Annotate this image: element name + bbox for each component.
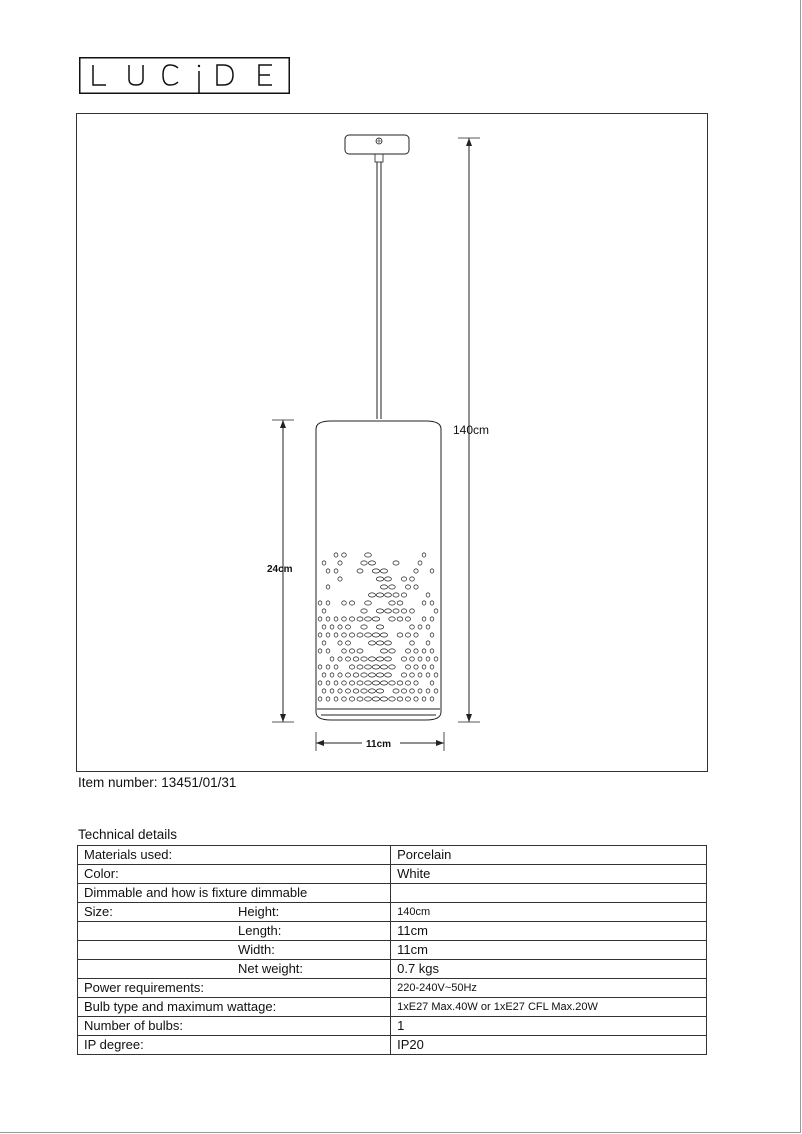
perforation-hole xyxy=(372,697,379,701)
spec-label: Number of bulbs: xyxy=(78,1017,391,1036)
perforation-hole xyxy=(318,697,322,701)
perforation-hole xyxy=(406,681,411,685)
perforation-hole xyxy=(434,689,438,693)
perforation-hole xyxy=(342,633,347,637)
perforation-hole xyxy=(376,673,384,677)
perforation-hole xyxy=(410,689,415,693)
perforation-hole xyxy=(322,689,326,693)
perforation-hole xyxy=(385,641,392,645)
perforation-hole xyxy=(389,665,395,669)
perforation-hole xyxy=(334,617,338,621)
perforation-hole xyxy=(365,553,372,557)
perforation-hole xyxy=(368,689,375,693)
perforation-hole xyxy=(318,665,322,669)
perforation-hole xyxy=(389,617,395,621)
perforation-hole xyxy=(326,665,330,669)
technical-details-title: Technical details xyxy=(78,827,178,842)
perforation-hole xyxy=(361,609,367,613)
spec-value: White xyxy=(391,865,707,884)
pendant-lamp-drawing xyxy=(77,114,707,771)
perforation-hole xyxy=(380,697,387,701)
perforation-hole xyxy=(430,697,434,701)
table-row xyxy=(78,1017,707,1036)
perforation-hole xyxy=(385,673,392,677)
spec-value: 1xE27 Max.40W or 1xE27 CFL Max.20W xyxy=(391,998,707,1017)
perforation-hole xyxy=(326,633,330,637)
spec-value: 1 xyxy=(391,1017,707,1036)
perforation-hole xyxy=(401,593,406,597)
perforation-hole xyxy=(389,697,395,701)
perforation-hole xyxy=(342,617,347,621)
spec-label xyxy=(78,922,391,941)
perforation-hole xyxy=(397,633,403,637)
perforation-hole xyxy=(389,601,395,605)
table-row xyxy=(78,979,707,998)
perforation-hole xyxy=(389,649,395,653)
spec-label: Size: Height: xyxy=(78,903,391,922)
perforation-hole xyxy=(346,625,351,629)
perforation-hole xyxy=(338,689,342,693)
perforation-hole xyxy=(414,585,418,589)
brand-logo xyxy=(79,57,290,94)
perforation-hole xyxy=(368,657,375,661)
perforation-hole xyxy=(372,681,379,685)
perforation-hole xyxy=(414,569,418,573)
perforation-hole xyxy=(430,617,434,621)
perforation-hole xyxy=(426,657,430,661)
perforation-hole xyxy=(426,625,430,629)
perforation-hole xyxy=(357,681,363,685)
perforation-hole xyxy=(422,601,426,605)
spec-label xyxy=(78,941,391,960)
perforation-hole xyxy=(334,681,338,685)
item-number xyxy=(78,775,236,790)
spec-value: 11cm xyxy=(391,941,707,960)
perforation-hole xyxy=(338,625,342,629)
spec-label: Color: xyxy=(78,865,391,884)
technical-details-table xyxy=(77,845,707,1055)
perforation-hole xyxy=(422,617,426,621)
perforation-hole xyxy=(326,681,330,685)
perforation-hole xyxy=(342,601,347,605)
perforation-hole xyxy=(380,665,387,669)
perforation-hole xyxy=(426,689,430,693)
perforation-hole xyxy=(406,649,411,653)
perforation-hole xyxy=(361,689,367,693)
item-number-value: 13451/01/31 xyxy=(161,775,237,790)
perforation-hole xyxy=(380,649,387,653)
spec-label: Power requirements: xyxy=(78,979,391,998)
spec-sublabel: Net weight: xyxy=(238,961,304,976)
perforation-hole xyxy=(401,673,406,677)
perforation-hole xyxy=(330,689,334,693)
perforation-hole xyxy=(330,625,334,629)
perforation-hole xyxy=(372,617,379,621)
perforation-hole xyxy=(401,609,406,613)
perforation-hole xyxy=(430,665,434,669)
perforation-hole xyxy=(389,585,395,589)
spec-value: Porcelain xyxy=(391,846,707,865)
perforation-hole xyxy=(349,697,354,701)
perforation-hole xyxy=(426,641,430,645)
perforation-hole xyxy=(422,665,426,669)
perforation-hole xyxy=(349,681,354,685)
perforation-hole xyxy=(376,577,384,581)
perforation-hole xyxy=(414,649,418,653)
perforation-hole xyxy=(422,553,426,557)
perforation-hole xyxy=(430,649,434,653)
perforation-hole xyxy=(376,641,384,645)
spec-label: Bulb type and maximum wattage: xyxy=(78,998,391,1017)
perforation-hole xyxy=(361,625,367,629)
perforation-hole xyxy=(326,585,330,589)
perforation-hole xyxy=(406,585,411,589)
perforation-hole xyxy=(338,657,342,661)
spec-value: 11cm xyxy=(391,922,707,941)
perforation-hole xyxy=(410,609,415,613)
perforation-hole xyxy=(349,617,354,621)
perforation-hole xyxy=(342,553,347,557)
table-row xyxy=(78,884,707,903)
table-row xyxy=(78,846,707,865)
perforation-hole xyxy=(346,641,351,645)
perforation-hole xyxy=(318,681,322,685)
perforation-hole xyxy=(434,673,438,677)
perforation-hole xyxy=(346,657,351,661)
perforation-hole xyxy=(393,593,399,597)
perforation-hole xyxy=(414,697,418,701)
perforation-hole xyxy=(372,665,379,669)
shade-height-label: 24cm xyxy=(267,564,293,575)
perforation-hole xyxy=(406,665,411,669)
perforation-hole xyxy=(418,673,422,677)
perforation-hole xyxy=(365,601,372,605)
perforation-hole xyxy=(353,657,359,661)
perforation-hole xyxy=(418,625,422,629)
spec-value: 220-240V~50Hz xyxy=(391,979,707,998)
perforation-hole xyxy=(353,673,359,677)
perforation-hole xyxy=(326,601,330,605)
perforation-hole xyxy=(322,625,326,629)
perforation-hole xyxy=(365,633,372,637)
perforation-hole xyxy=(397,601,403,605)
perforation-hole xyxy=(385,577,392,581)
perforation-hole xyxy=(330,657,334,661)
perforation-hole xyxy=(414,633,418,637)
perforation-hole xyxy=(393,561,399,565)
perforation-hole xyxy=(334,553,338,557)
perforation-hole xyxy=(422,697,426,701)
perforation-hole xyxy=(368,561,375,565)
table-row xyxy=(78,941,707,960)
perforation-hole xyxy=(430,569,434,573)
perforation-hole xyxy=(430,681,434,685)
perforation-hole xyxy=(368,673,375,677)
perforation-hole xyxy=(376,609,384,613)
perforation-hole xyxy=(326,649,330,653)
perforation-hole xyxy=(380,585,387,589)
perforation-hole xyxy=(334,633,338,637)
perforation-hole xyxy=(397,697,403,701)
perforation-hole xyxy=(406,617,411,621)
perforation-hole xyxy=(365,681,372,685)
perforation-hole xyxy=(322,673,326,677)
perforation-hole xyxy=(330,673,334,677)
perforation-hole xyxy=(326,569,330,573)
perforation-hole xyxy=(406,697,411,701)
perforation-hole xyxy=(434,609,438,613)
table-row xyxy=(78,960,707,979)
perforation-hole xyxy=(338,577,342,581)
spec-value xyxy=(391,884,707,903)
perforation-hole xyxy=(342,649,347,653)
perforation-hole xyxy=(318,617,322,621)
perforation-hole xyxy=(389,681,395,685)
perforation-hole xyxy=(414,681,418,685)
item-number-label: Item number: xyxy=(78,775,158,790)
perforation-hole xyxy=(401,577,406,581)
perforation-hole xyxy=(401,657,406,661)
perforation-hole xyxy=(365,665,372,669)
perforation-hole xyxy=(376,625,384,629)
spec-label: Dimmable and how is fixture dimmable xyxy=(78,884,391,903)
perforation-hole xyxy=(361,561,367,565)
shade-perforation-pattern xyxy=(318,553,438,701)
perforation-hole xyxy=(410,673,415,677)
perforation-hole xyxy=(334,569,338,573)
perforation-hole xyxy=(414,665,418,669)
perforation-hole xyxy=(349,633,354,637)
perforation-hole xyxy=(385,593,392,597)
spec-sublabel: Length: xyxy=(238,923,282,938)
perforation-hole xyxy=(349,649,354,653)
perforation-hole xyxy=(372,633,379,637)
perforation-hole xyxy=(322,609,326,613)
perforation-hole xyxy=(326,617,330,621)
spec-sublabel: Height: xyxy=(238,904,280,919)
perforation-hole xyxy=(401,689,406,693)
table-row xyxy=(78,1036,707,1055)
spec-sublabel: Width: xyxy=(238,942,275,957)
shade-width-label: 11cm xyxy=(366,739,392,750)
perforation-hole xyxy=(430,633,434,637)
perforation-hole xyxy=(361,657,367,661)
pendant-cable xyxy=(377,162,381,419)
perforation-hole xyxy=(322,641,326,645)
perforation-hole xyxy=(393,689,399,693)
perforation-hole xyxy=(334,697,338,701)
perforation-hole xyxy=(397,617,403,621)
perforation-hole xyxy=(326,697,330,701)
perforation-hole xyxy=(410,657,415,661)
perforation-hole xyxy=(376,689,384,693)
perforation-hole xyxy=(346,673,351,677)
perforation-hole xyxy=(318,601,322,605)
total-height-label: 140cm xyxy=(453,423,490,437)
table-row xyxy=(78,865,707,884)
perforation-hole xyxy=(434,657,438,661)
perforation-hole xyxy=(357,665,363,669)
perforation-hole xyxy=(406,633,411,637)
perforation-hole xyxy=(393,609,399,613)
table-row xyxy=(78,998,707,1017)
perforation-hole xyxy=(353,689,359,693)
perforation-hole xyxy=(410,625,415,629)
perforation-hole xyxy=(368,641,375,645)
perforation-hole xyxy=(334,665,338,669)
perforation-hole xyxy=(418,689,422,693)
perforation-hole xyxy=(338,561,342,565)
perforation-hole xyxy=(426,673,430,677)
perforation-hole xyxy=(318,633,322,637)
ceiling-canopy xyxy=(345,135,409,162)
spec-value: 140cm xyxy=(391,903,707,922)
spec-label: IP degree: xyxy=(78,1036,391,1055)
perforation-hole xyxy=(418,657,422,661)
perforation-hole xyxy=(430,601,434,605)
spec-value: 0.7 kgs xyxy=(391,960,707,979)
table-row xyxy=(78,903,707,922)
perforation-hole xyxy=(418,561,422,565)
perforation-hole xyxy=(346,689,351,693)
table-row xyxy=(78,922,707,941)
perforation-hole xyxy=(372,569,379,573)
perforation-hole xyxy=(376,593,384,597)
technical-drawing xyxy=(76,113,708,772)
perforation-hole xyxy=(426,593,430,597)
perforation-hole xyxy=(365,617,372,621)
perforation-hole xyxy=(385,609,392,613)
perforation-hole xyxy=(422,649,426,653)
perforation-hole xyxy=(342,697,347,701)
perforation-hole xyxy=(318,649,322,653)
perforation-hole xyxy=(338,641,342,645)
perforation-hole xyxy=(380,569,387,573)
perforation-hole xyxy=(322,561,326,565)
perforation-hole xyxy=(380,681,387,685)
perforation-hole xyxy=(397,681,403,685)
perforation-hole xyxy=(361,673,367,677)
perforation-hole xyxy=(410,577,415,581)
perforation-hole xyxy=(357,649,363,653)
perforation-hole xyxy=(357,617,363,621)
perforation-hole xyxy=(380,633,387,637)
spec-value: IP20 xyxy=(391,1036,707,1055)
perforation-hole xyxy=(357,633,363,637)
lamp-shade xyxy=(316,421,441,720)
spec-label: Materials used: xyxy=(78,846,391,865)
perforation-hole xyxy=(357,569,363,573)
perforation-hole xyxy=(365,697,372,701)
perforation-hole xyxy=(385,657,392,661)
perforation-hole xyxy=(410,641,415,645)
perforation-hole xyxy=(376,657,384,661)
perforation-hole xyxy=(357,697,363,701)
lucide-logo-icon xyxy=(79,57,290,94)
perforation-hole xyxy=(342,681,347,685)
perforation-hole xyxy=(368,593,375,597)
spec-label xyxy=(78,960,391,979)
perforation-hole xyxy=(338,673,342,677)
perforation-hole xyxy=(349,601,354,605)
perforation-hole xyxy=(349,665,354,669)
